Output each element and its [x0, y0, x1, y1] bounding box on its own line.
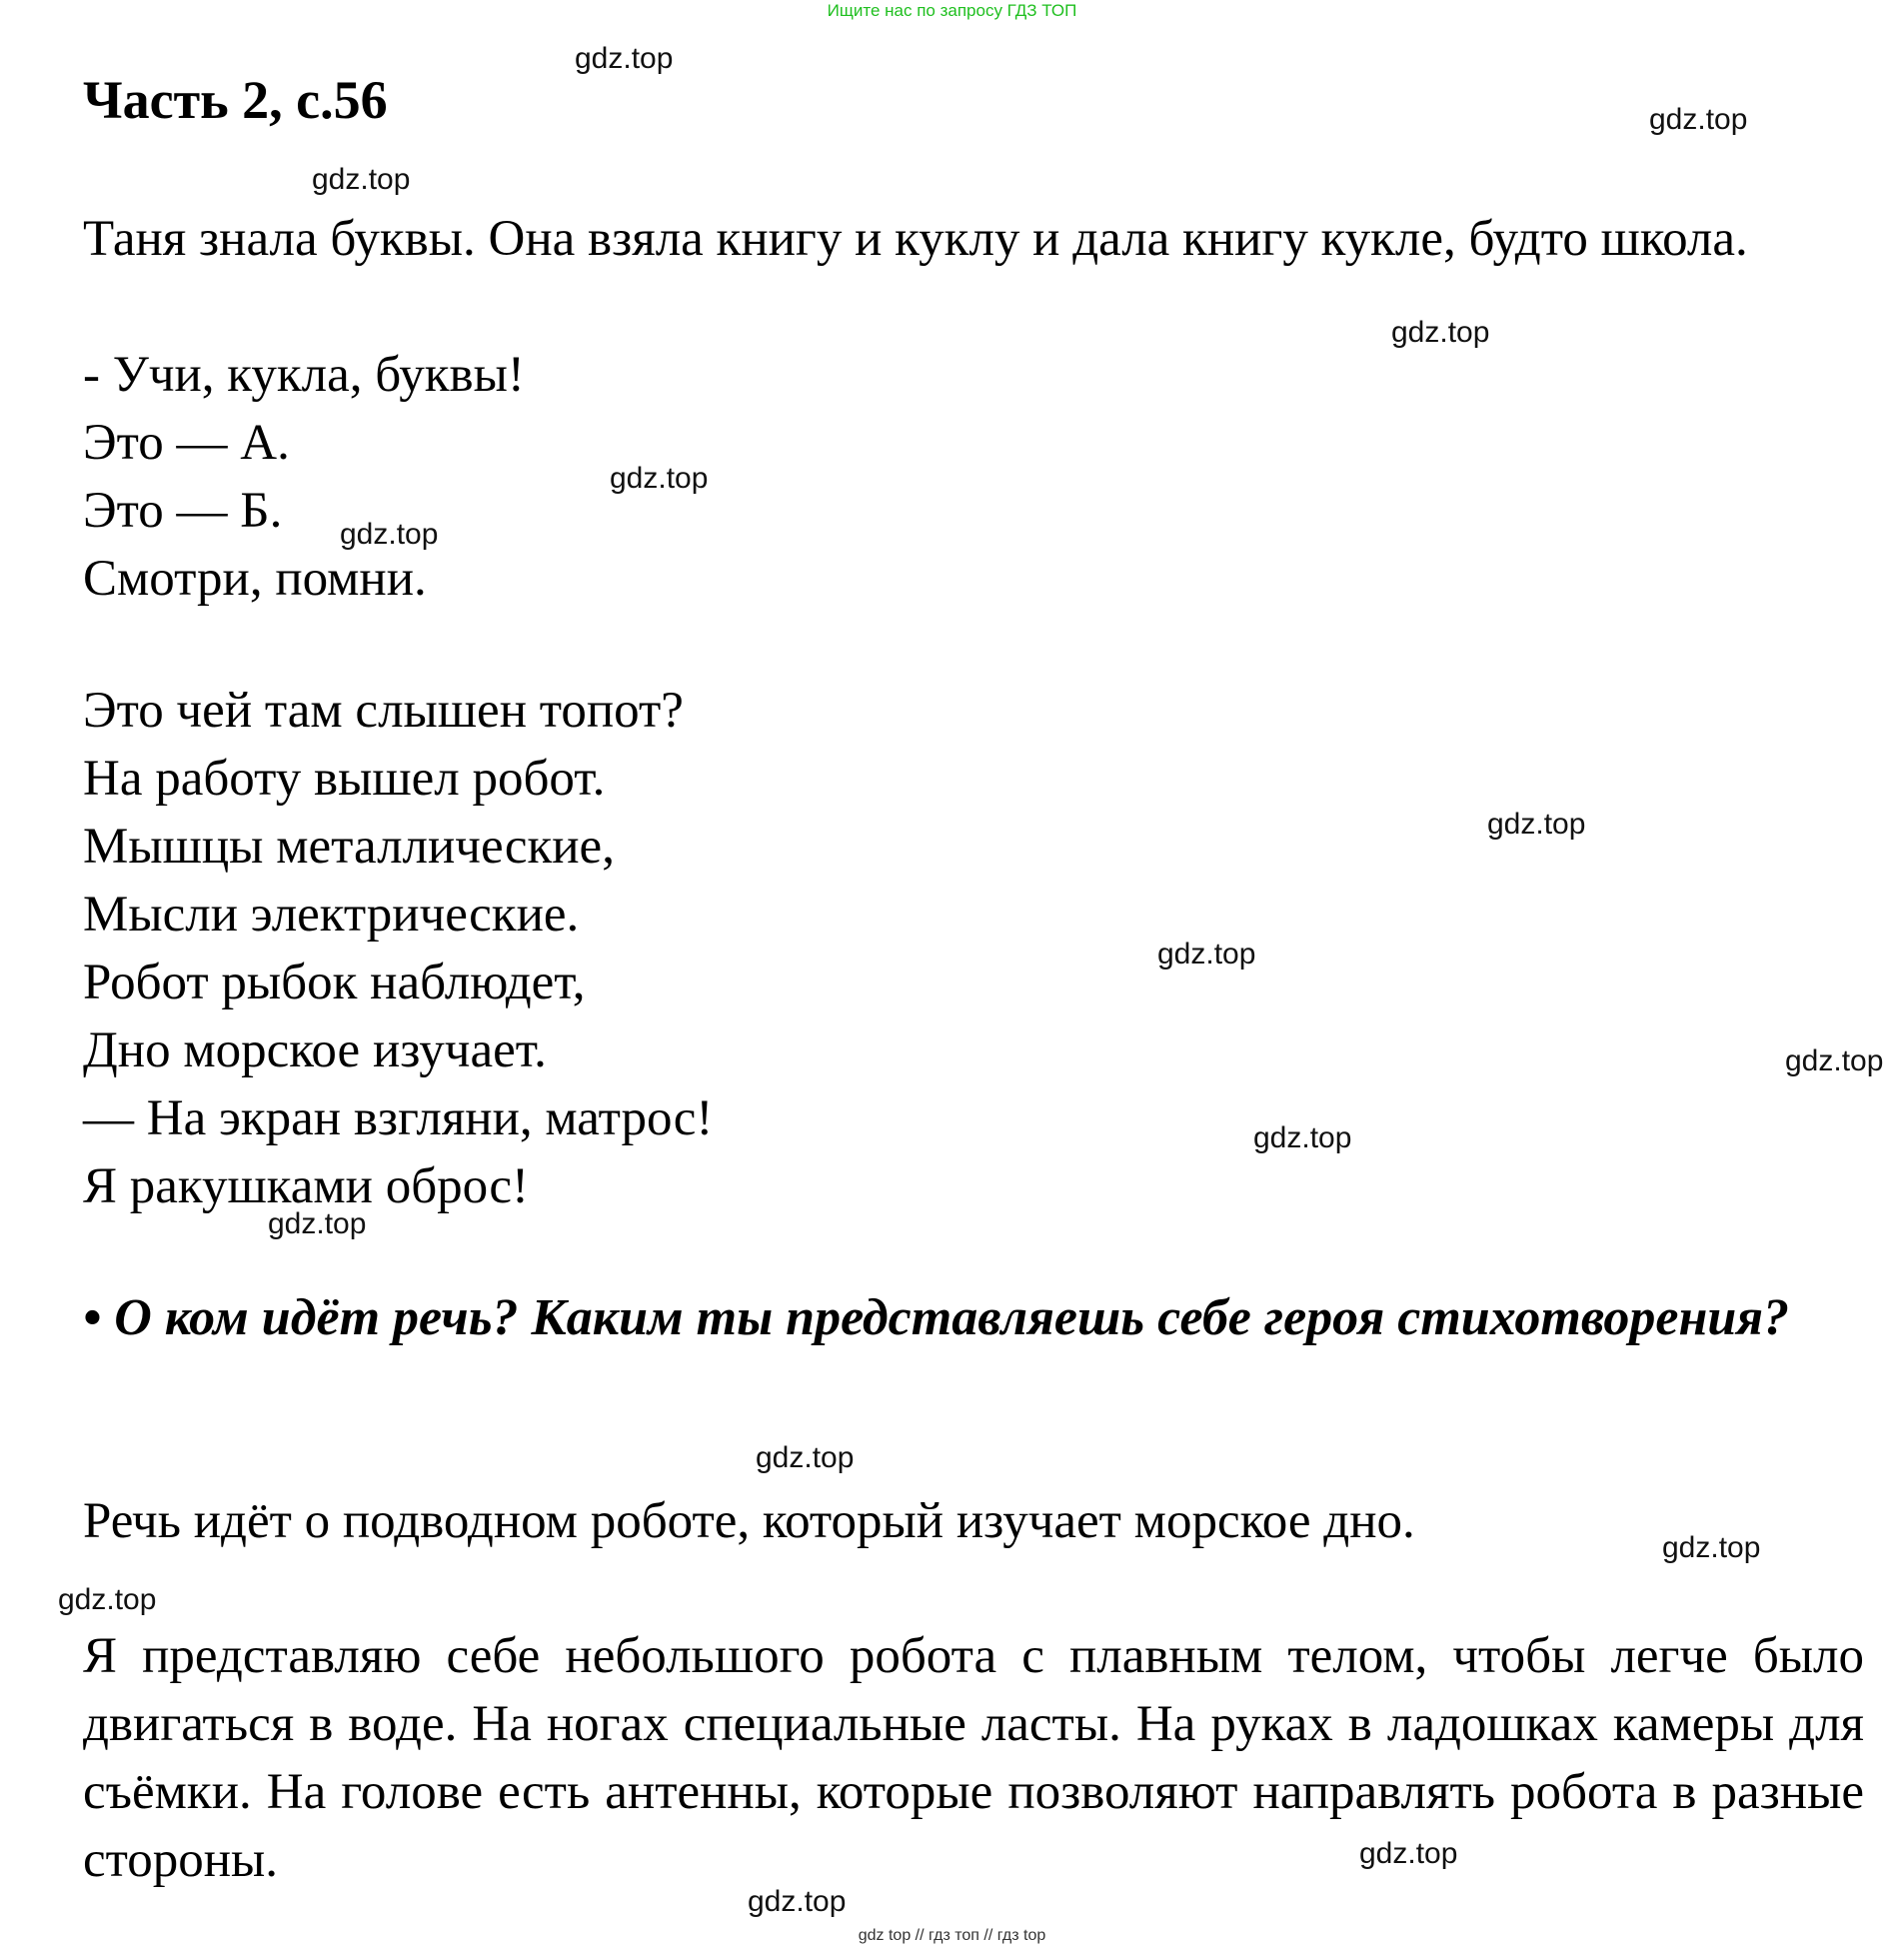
footer-link[interactable]: гдз top [996, 1927, 1046, 1944]
story-line: - Учи, кукла, буквы! [83, 347, 525, 403]
watermark: gdz.top [575, 42, 674, 75]
story-lines [83, 341, 1864, 613]
question: • О ком идёт речь? Каким ты представляешь себе героя стихотворения? [83, 1289, 1790, 1346]
poem [83, 677, 1864, 1220]
poem-line: На работу вышел робот. [83, 751, 606, 807]
footer-link[interactable]: gdz top [858, 1927, 912, 1944]
watermark: gdz.top [748, 1885, 847, 1918]
story-line: Это — А. [83, 415, 290, 471]
watermark: gdz.top [1359, 1837, 1458, 1870]
search-banner: Ищите нас по запросу ГДЗ ТОП [827, 1, 1077, 20]
watermark: gdz.top [1391, 316, 1490, 349]
poem-line: Я ракушками оброс! [83, 1158, 530, 1214]
watermark: gdz.top [1785, 1044, 1884, 1077]
page-title: Часть 2, с.56 [83, 70, 388, 130]
footer-separator: // [915, 1927, 925, 1944]
watermark: gdz.top [1157, 938, 1256, 971]
answer-paragraph: Я представляю себе небольшого робота с плавным телом, чтобы легче было двигаться в воде. На ногах специальные ласты. На руках в ладошках камеры для съёмки. На голове есть антенны, которые позволяют направлять робота в разные стороны. [83, 1628, 1864, 1888]
watermark: gdz.top [312, 163, 411, 196]
poem-line: Мысли электрические. [83, 887, 580, 943]
answer-line [83, 1487, 1864, 1555]
watermark: gdz.top [340, 518, 439, 551]
poem-line: Дно морское изучает. [83, 1022, 547, 1078]
watermark: gdz.top [1253, 1121, 1352, 1154]
watermark: gdz.top [1487, 808, 1586, 841]
poem-line: Это чей там слышен топот? [83, 683, 684, 739]
footer-separator: // [983, 1927, 993, 1944]
story-line: Это — Б. [83, 483, 283, 539]
watermark: gdz.top [756, 1441, 855, 1474]
watermark: gdz.top [1662, 1531, 1761, 1564]
watermark: gdz.top [1649, 103, 1748, 136]
footer-links [0, 1927, 1904, 1945]
poem-line: Мышцы металлические, [83, 819, 615, 875]
footer-link[interactable]: гдз топ [929, 1927, 979, 1944]
watermark: gdz.top [610, 462, 709, 495]
story-paragraph: Таня знала буквы. Она взяла книгу и куклу и дала книгу кукле, будто школа. [83, 211, 1748, 267]
watermark: gdz.top [58, 1583, 157, 1616]
poem-line: — На экран взгляни, матрос! [83, 1090, 714, 1146]
watermark: gdz.top [268, 1207, 367, 1240]
answer-first-line: Речь идёт о подводном роботе, который изучает морское дно. [83, 1493, 1415, 1549]
poem-line: Робот рыбок наблюдет, [83, 955, 586, 1010]
story-line: Смотри, помни. [83, 551, 427, 607]
